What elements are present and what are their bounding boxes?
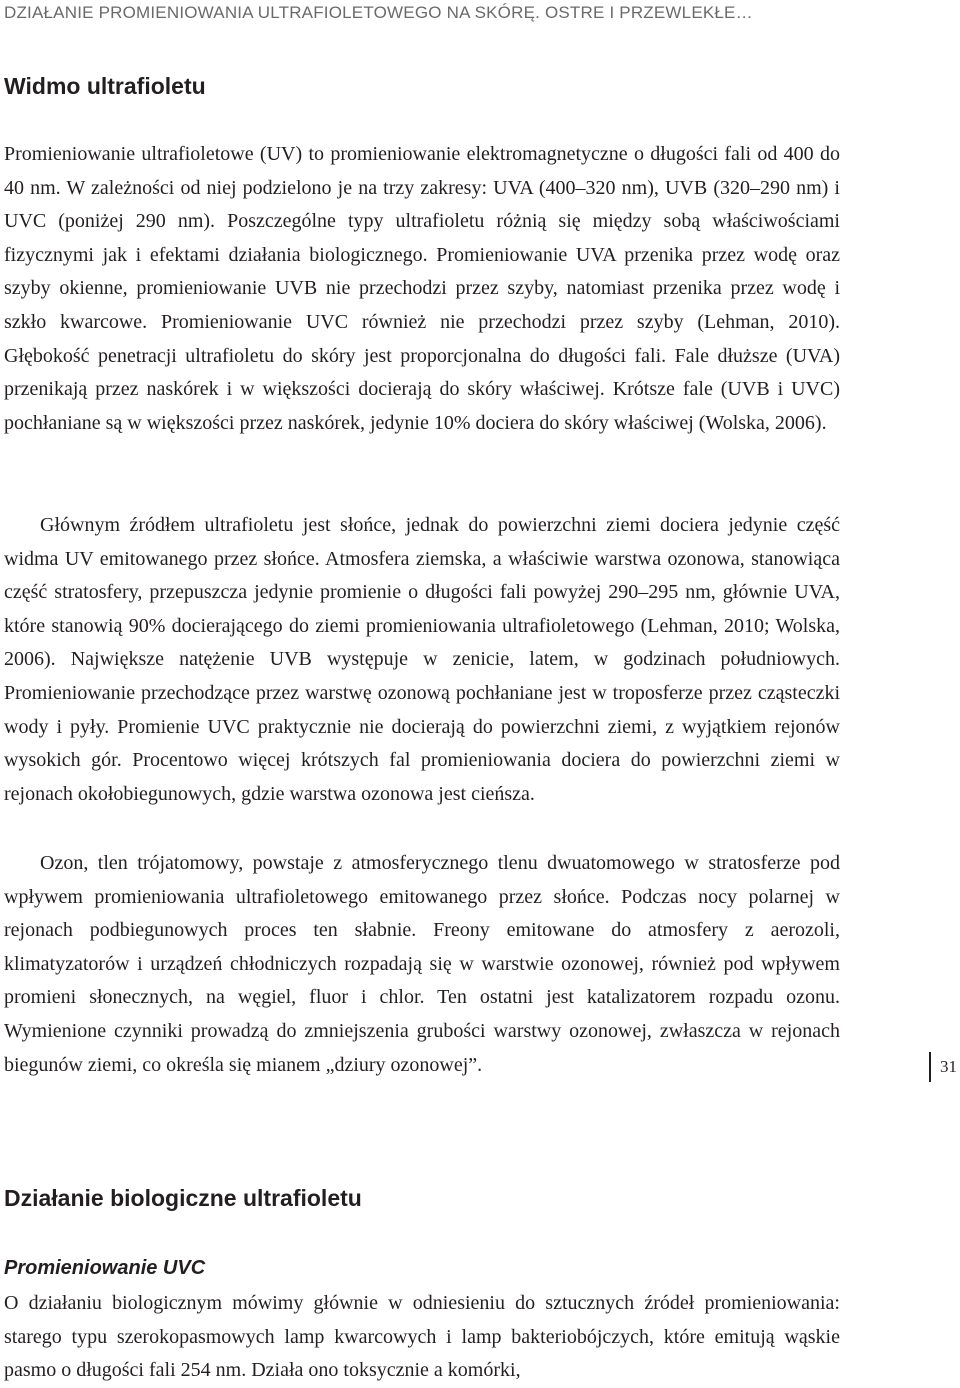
section-heading-biological: Działanie biologiczne ultrafioletu <box>4 1185 362 1211</box>
page-number: 31 <box>929 1052 957 1082</box>
paragraph-ozone: Ozon, tlen trójatomowy, powstaje z atmosferycznego tlenu dwuatomowego w stratosferze pod wpływem promieniowania ultrafioletowego emitowanego przez słońce. Podczas nocy polarnej w rejonach podbiegunowych proces ten słabnie. Freony emitowane do atmosfery z aerozoli, klimatyzatorów i urządzeń chłodniczych rozpadają się w warstwie ozonowej, również pod wpływem promieni słonecznych, na węgiel, fluor i chlor. Ten ostatni jest katalizatorem rozpadu ozonu. Wymienione czynniki prowadzą do zmniejszenia grubości warstwy ozonowej, zwłaszcza w rejonach biegunów ziemi, co określa się mianem „dziury ozonowej”. <box>4 852 840 1076</box>
subheading-uvc: Promieniowanie UVC <box>4 1257 206 1279</box>
paragraph-uv-ranges: Promieniowanie ultrafioletowe (UV) to promieniowanie elektromagnetyczne o długości fali od 400 do 40 nm. W zależności od niej podzielono je na trzy zakresy: UVA (400–320 nm), UVB (320–290 nm) i UVC (poniżej 290 nm). Poszczególne typy ultrafioletu różnią się między sobą właściwościami fizycznymi jak i efektami działania biologicznego. Promieniowanie UVA przenika przez wodę oraz szyby okienne, promieniowanie UVB nie przechodzi przez szyby, natomiast przenika przez wodę i szkło kwarcowe. Promieniowanie UVC również nie przechodzi przez szyby (Lehman, 2010). Głębokość penetracji ultrafioletu do skóry jest proporcjonalna do długości fali. Fale dłuższe (UVA) przenikają przez naskórek i w większości docierają do skóry właściwej. Krótsze fale (UVB i UVC) pochłaniane są w większości przez naskórek, jedynie 10% dociera do skóry właściwej (Wolska, 2006). <box>4 143 840 434</box>
running-header: DZIAŁANIE PROMIENIOWANIA ULTRAFIOLETOWEGO NA SKÓRĘ. OSTRE I PRZEWLEKŁE… <box>4 3 753 22</box>
section-heading-widmo: Widmo ultrafioletu <box>4 73 206 99</box>
paragraph-sun-source: Głównym źródłem ultrafioletu jest słońce, jednak do powierzchni ziemi dociera jedynie część widma UV emitowanego przez słońce. Atmosfera ziemska, a właściwie warstwa ozonowa, stanowiąca część stratosfery, przepuszcza jedynie promienie o długości fali powyżej 290–295 nm, głównie UVA, które stanowią 90% docierającego do ziemi promieniowania ultrafioletowego (Lehman, 2010; Wolska, 2006). Największe natężenie UVB występuje w zenicie, latem, w godzinach południowych. Promieniowanie przechodzące przez warstwę ozonową pochłaniane jest w troposferze przez cząsteczki wody i pyły. Promienie UVC praktycznie nie docierają do powierzchni ziemi, z wyjątkiem rejonów wysokich gór. Procentowo więcej krótszych fal promieniowania dociera do powierzchni ziemi w rejonach okołobiegunowych, gdzie warstwa ozonowa jest cieńsza. <box>4 514 840 805</box>
paragraph-uvc-effects: O działaniu biologicznym mówimy głównie w odniesieniu do sztucznych źródeł promieniowania: starego typu szerokopasmowych lamp kwarcowych i lamp bakteriobójczych, które emitują wąskie pasmo o długości fali 254 nm. Działa ono toksycznie a komórki, <box>4 1292 840 1382</box>
